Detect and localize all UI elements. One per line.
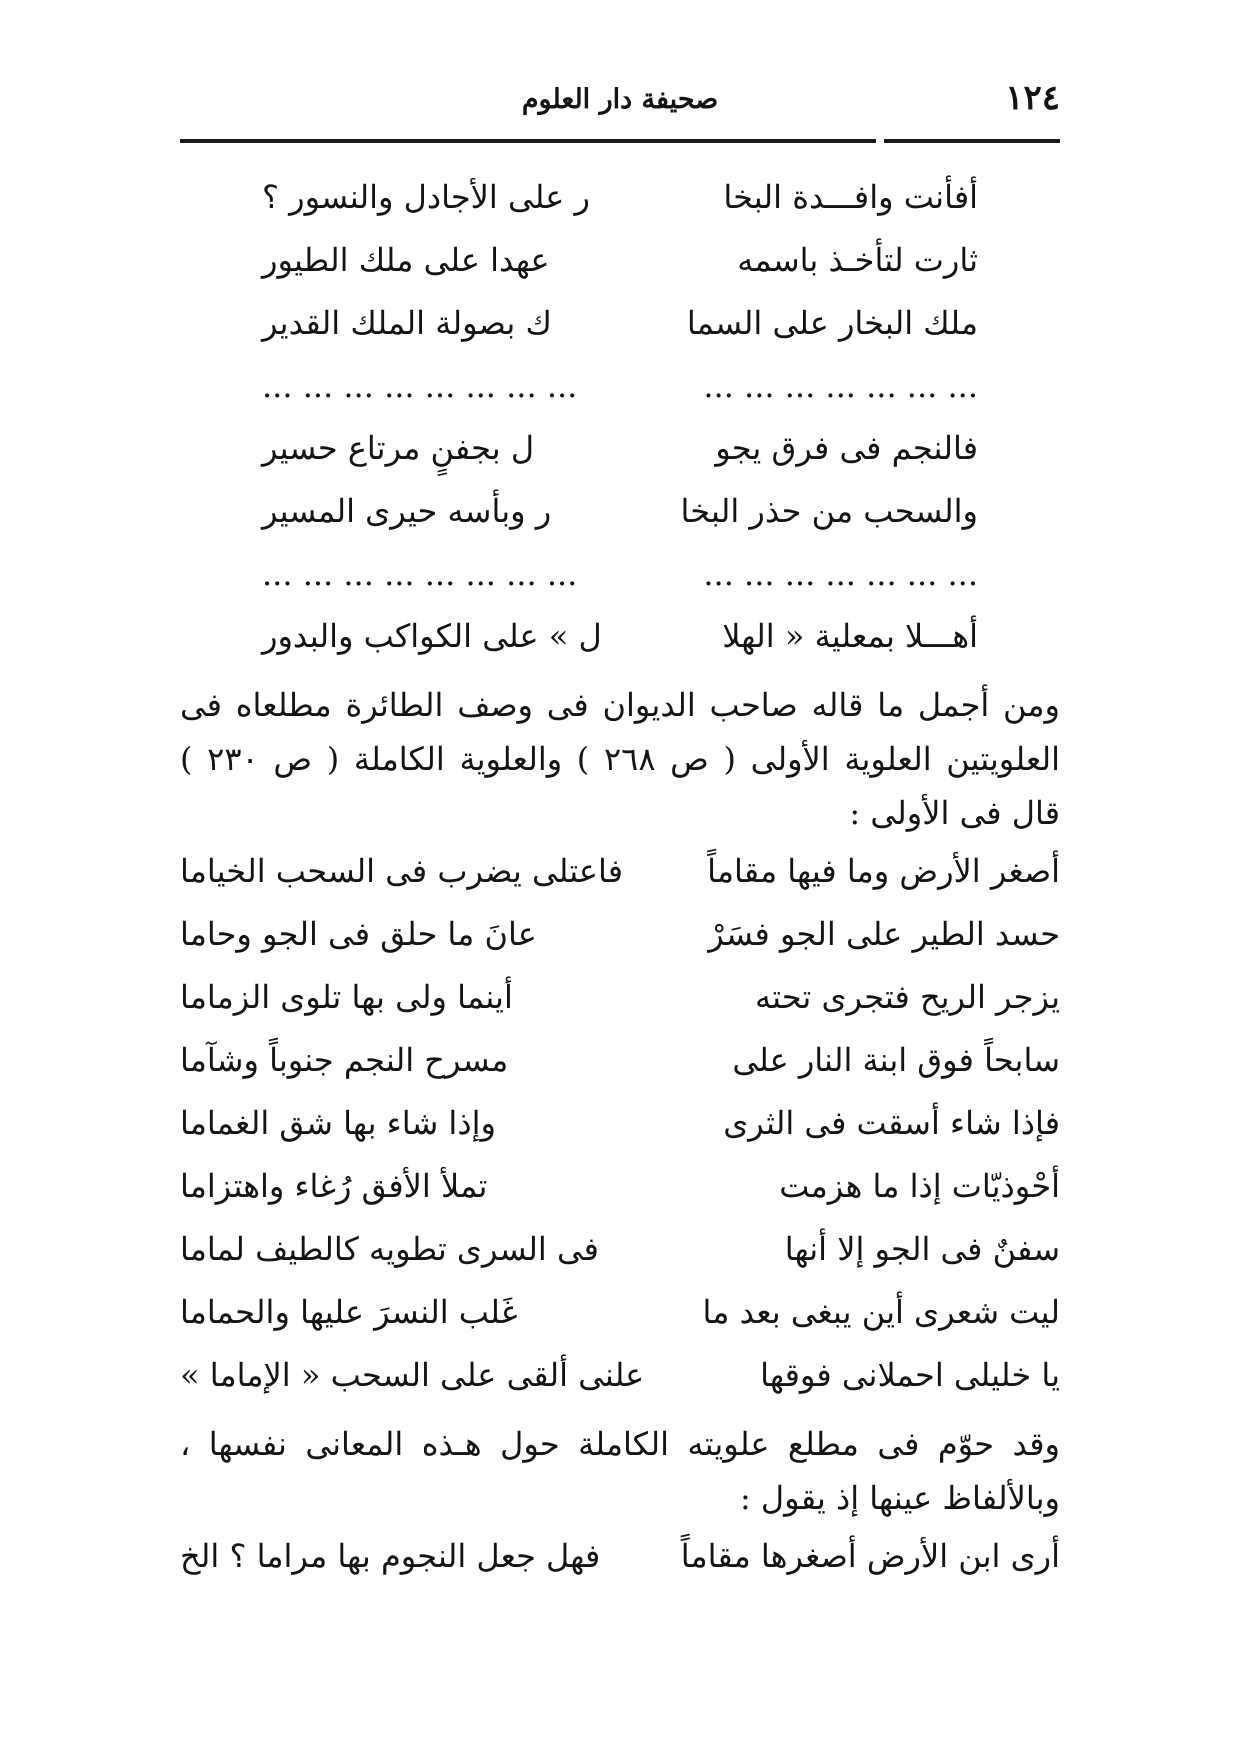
second-hemistich: تملأ الأفق رُغاء واهتزاما — [180, 1167, 488, 1205]
verse-line — [180, 1224, 1060, 1287]
poem-stanza-3 — [180, 1531, 1060, 1594]
second-hemistich: ل » على الكواكب والبدور — [262, 617, 602, 655]
first-hemistich: حسد الطير على الجو فسَرْ — [708, 915, 1060, 953]
ellipsis-line — [180, 549, 1060, 611]
second-hemistich: فهل جعل النجوم بها مراما ؟ الخ — [180, 1537, 601, 1575]
first-hemistich: يا خليلى احملانى فوقها — [760, 1356, 1060, 1394]
ellipsis-line — [180, 361, 1060, 423]
second-hemistich: مسرح النجم جنوباً وشآما — [180, 1041, 509, 1079]
verse-line — [180, 298, 1060, 361]
first-hemistich: والسحب من حذر البخا — [680, 492, 978, 530]
page-number: ١٢٤ — [1005, 78, 1060, 118]
verse-line — [180, 1035, 1060, 1098]
verse-line — [180, 1350, 1060, 1413]
first-hemistich: ثارت لتأخـذ باسمه — [737, 241, 978, 279]
prose-paragraph: ومن أجمل ما قاله صاحب الديوان فى وصف الطائرة مطلعاه فى العلويتين العلوية الأولى ( ص ٢٦٨ ) والعلوية الكاملة ( ص ٢٣٠ ) قال فى الأولى : — [180, 686, 1061, 832]
second-hemistich: ل بجفنٍ مرتاع حسير — [262, 429, 535, 467]
verse-line — [180, 1531, 1060, 1594]
first-hemistich: أصغر الأرض وما فيها مقاماً — [707, 852, 1060, 890]
verse-line — [180, 972, 1060, 1035]
verse-line — [180, 1161, 1060, 1224]
verse-line — [180, 486, 1060, 549]
second-hemistich: ر وبأسه حيرى المسير — [262, 492, 552, 530]
ellipsis-first: ... ... ... ... ... ... ... — [703, 555, 978, 593]
first-hemistich: أهـــلا بمعلية « الهلا — [722, 617, 978, 655]
first-hemistich: فإذا شاء أسقت فى الثرى — [723, 1104, 1060, 1142]
page-header — [180, 78, 1060, 128]
poem-stanza-2 — [180, 846, 1060, 1413]
second-hemistich: أينما ولى بها تلوى الزماما — [180, 978, 513, 1016]
running-title: صحيفة دار العلوم — [521, 84, 719, 115]
first-hemistich: أفأنت وافـــدة البخا — [723, 178, 978, 216]
verse-line — [180, 235, 1060, 298]
second-hemistich: علنى ألقى على السحب « الإماما » — [180, 1356, 645, 1394]
second-hemistich: فى السرى تطويه كالطيف لماما — [180, 1230, 599, 1268]
first-hemistich: فالنجم فى فرق يجو — [715, 429, 978, 467]
second-hemistich: عهدا على ملك الطيور — [262, 241, 550, 279]
header-rule-break — [876, 136, 884, 146]
first-hemistich: أرى ابن الأرض أصغرها مقاماً — [680, 1537, 1060, 1575]
first-hemistich: أحْوذيّات إذا ما هزمت — [779, 1167, 1060, 1205]
first-hemistich: ليت شعرى أين يبغى بعد ما — [702, 1293, 1060, 1331]
ellipsis-second: ... ... ... ... ... ... ... ... — [262, 367, 578, 405]
first-hemistich: يزجر الريح فتجرى تحته — [754, 978, 1060, 1016]
second-hemistich: ك بصولة الملك القدير — [262, 304, 552, 342]
first-hemistich: ملك البخار على السما — [686, 304, 978, 342]
second-hemistich: وإذا شاء بها شق الغماما — [180, 1104, 496, 1142]
second-hemistich: غَلب النسرَ عليها والحماما — [180, 1293, 518, 1331]
verse-line — [180, 1098, 1060, 1161]
first-hemistich: سابحاً فوق ابنة النار على — [732, 1041, 1060, 1079]
header-rule — [180, 139, 1060, 143]
ellipsis-second: ... ... ... ... ... ... ... ... — [262, 555, 578, 593]
second-hemistich: ر على الأجادل والنسور ؟ — [262, 178, 590, 216]
second-hemistich: فاعتلى يضرب فى السحب الخياما — [180, 852, 624, 890]
verse-line — [180, 1287, 1060, 1350]
page-body — [180, 172, 1060, 1594]
poem-stanza-1 — [180, 172, 1060, 674]
verse-line — [180, 172, 1060, 235]
second-hemistich: عانَ ما حلق فى الجو وحاما — [180, 915, 537, 953]
prose-paragraph: وقد حوّم فى مطلع علويته الكاملة حول هـذه المعانى نفسها ، وبالألفاظ عينها إذ يقول : — [180, 1425, 1060, 1517]
verse-line — [180, 611, 1060, 674]
verse-line — [180, 909, 1060, 972]
first-hemistich: سفنٌ فى الجو إلا أنها — [784, 1230, 1060, 1268]
verse-line — [180, 423, 1060, 486]
verse-line — [180, 846, 1060, 909]
ellipsis-first: ... ... ... ... ... ... ... — [703, 367, 978, 405]
